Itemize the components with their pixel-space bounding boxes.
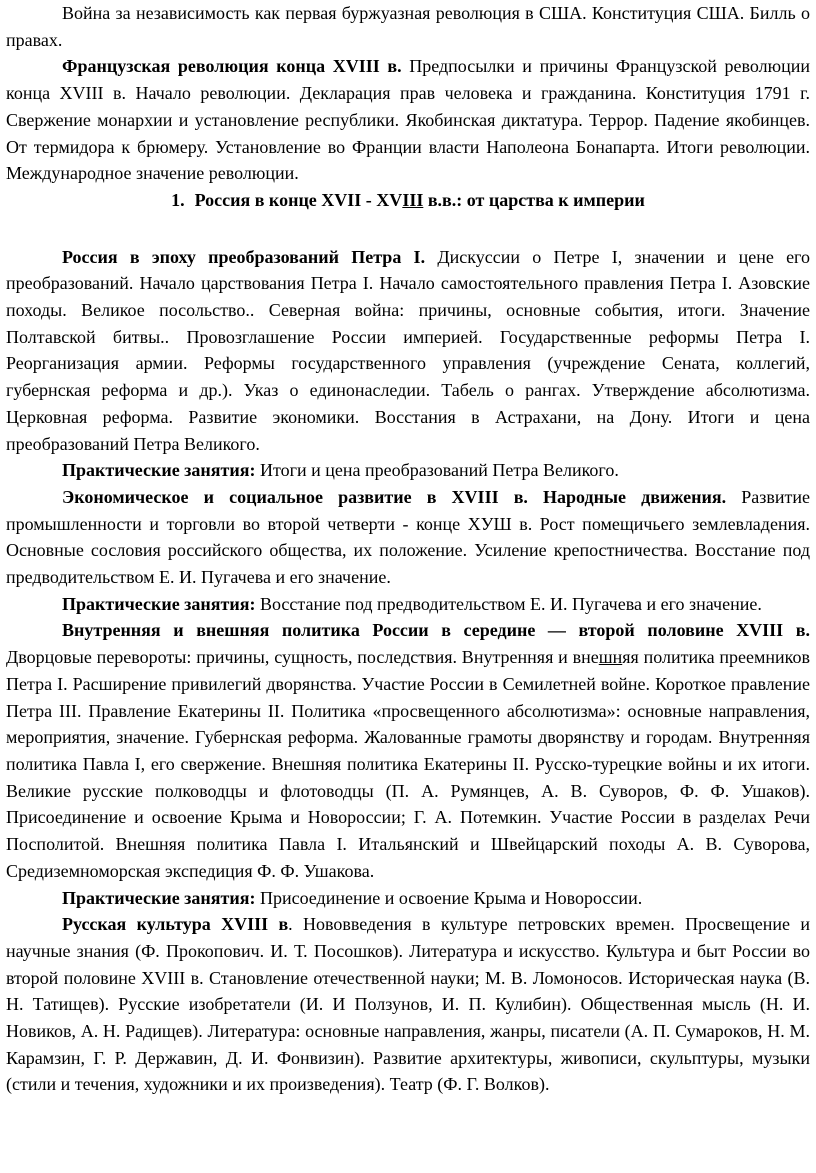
paragraph-practice-1 bbox=[6, 457, 810, 484]
paragraph-text: Дискуссии о Петре I, значении и цене его преобразований. Начало царствования Петра I. Начало самостоятельного правления Петра I. Азовские походы. Великое посольство.. Северная война: причины, основные события, итоги. Значение Полтавской битвы.. Провозглашение России империей. Государственные реформы Петра I. Реорганизация армии. Реформы государственного управления (учреждение Сената, коллегий, губернская реформа и др.). Указ о единонаследии. Табель о рангах. Утверждение абсолютизма. Церковная реформа. Развитие экономики. Восстания в Астрахани, на Дону. Итоги и цена преобразований Петра Великого. bbox=[6, 246, 810, 454]
paragraph-culture bbox=[6, 911, 810, 1098]
section-title-part: в.в.: от царства к империи bbox=[423, 189, 645, 210]
paragraph-heading: Практические занятия: bbox=[62, 887, 256, 908]
section-title-underlined: III bbox=[402, 189, 424, 210]
paragraph-heading: Экономическое и социальное развитие в XVIII в. Народные движения. bbox=[62, 486, 727, 507]
spacer bbox=[6, 214, 810, 244]
paragraph-text: Дворцовые перевороты: причины, сущность, последствия. Внутренняя и вне bbox=[6, 647, 599, 668]
paragraph-policy bbox=[6, 617, 810, 884]
paragraph-text: Предпосылки и причины Французской революции конца XVIII в. Начало революции. Декларация прав человека и гражданина. Конституция 1791 г. Свержение монархии и установление республики. Якобинская диктатура. Террор. Падение якобинцев. От термидора к брюмеру. Установление во Франции власти Наполеона Бонапарта. Итоги революции. Международное значение революции. bbox=[6, 56, 810, 184]
paragraph-heading: Внутренняя и внешняя политика России в середине — второй половине XVIII в. bbox=[62, 620, 810, 641]
paragraph-text: Итоги и цена преобразований Петра Великого. bbox=[255, 460, 619, 481]
paragraph-economy bbox=[6, 484, 810, 591]
paragraph-heading: Французская революция конца XVIII в. bbox=[62, 56, 402, 77]
paragraph-heading: Практические занятия: bbox=[62, 460, 256, 481]
paragraph-text: Развитие промышленности и торговли во второй четверти - конце ХУШ в. Рост помещичьего землевладения. Основные сословия российского общества, их положение. Усиление крепостничества. Восстание под предводительством Е. И. Пугачева и его значение. bbox=[6, 486, 811, 588]
paragraph-heading: Практические занятия: bbox=[62, 593, 256, 614]
section-number: 1. bbox=[171, 189, 185, 210]
paragraph-text: Восстание под предводительством Е. И. Пугачева и его значение. bbox=[255, 593, 762, 614]
paragraph-text-underlined: шн bbox=[598, 647, 623, 668]
paragraph-heading: Россия в эпоху преобразований Петра I. bbox=[62, 246, 426, 267]
paragraph-french-revolution bbox=[6, 53, 810, 187]
section-heading bbox=[6, 187, 810, 214]
paragraph-practice-2 bbox=[6, 591, 810, 618]
paragraph-text: яя политика преемников Петра I. Расширение привилегий дворянства. Участие России в Семилетней войне. Короткое правление Петра III. Правление Екатерины II. Политика «просвещенного абсолютизма»: основные направления, мероприятия, значение. Губернская реформа. Жалованные грамоты дворянству и городам. Внутренняя политика Павла I, его свержение. Внешняя политика Екатерины II. Русско-турецкие войны и их итоги. Великие русские полководцы и флотоводцы (П. А. Румянцев, А. В. Суворов, Ф. Ф. Ушаков). Присоединение и освоение Крыма и Новороссии; Г. А. Потемкин. Участие России в разделах Речи Посполитой. Внешняя политика Павла I. Итальянский и Швейцарский походы А. В. Суворова, Средиземноморская экспедиция Ф. Ф. Ушакова. bbox=[6, 647, 810, 881]
paragraph-text: . Нововведения в культуре петровских времен. Просвещение и научные знания (Ф. Прокопович. И. Т. Посошков). Литература и искусство. Культура и быт России во второй половине XVIII в. Становление отечественной науки; М. В. Ломоносов. Историческая наука (В. Н. Татищев). Русские изобретатели (И. И Ползунов, И. П. Кулибин). Общественная мысль (Н. И. Новиков, А. Н. Радищев). Литература: основные направления, жанры, писатели (А. П. Сумароков, Н. М. Карамзин, Г. Р. Державин, Д. И. Фонвизин). Развитие архитектуры, живописи, скульптуры, музыки (стили и течения, художники и их произведения). Театр (Ф. Г. Волков). bbox=[6, 914, 810, 1095]
paragraph-practice-3 bbox=[6, 885, 810, 912]
section-title-part: Россия в конце XVII - XV bbox=[194, 189, 403, 210]
paragraph-text: Присоединение и освоение Крыма и Новороссии. bbox=[255, 887, 643, 908]
paragraph-heading: Русская культура XVIII в bbox=[62, 914, 289, 935]
paragraph-peter-reforms bbox=[6, 244, 810, 458]
paragraph-text: Война за независимость как первая буржуазная революция в США. Конституция США. Билль о правах. bbox=[6, 3, 810, 50]
paragraph-us-revolution bbox=[6, 0, 810, 53]
